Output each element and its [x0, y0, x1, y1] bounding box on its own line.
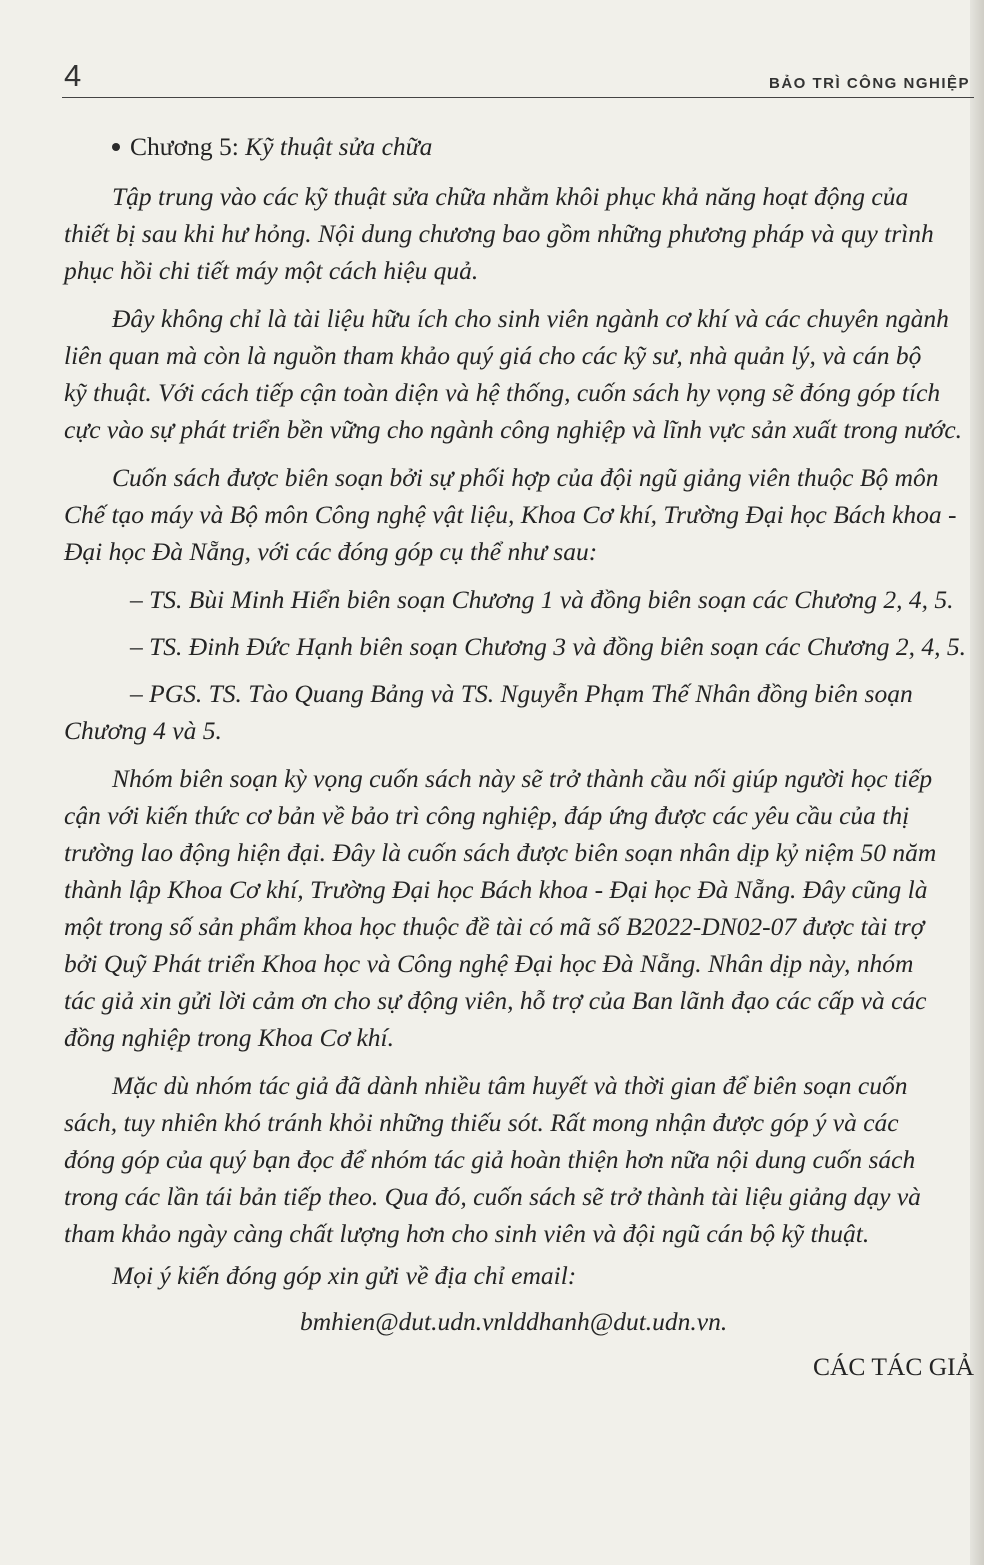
- page-edge-shadow: [970, 0, 984, 1565]
- paragraph-line: đóng góp của quý bạn đọc để nhóm tác giả hoàn thiện hơn nữa nội dung cuốn sách: [64, 1145, 916, 1174]
- paragraph-line: Chế tạo máy và Bộ môn Công nghệ vật liệu, Khoa Cơ khí, Trường Đại học Bách khoa -: [64, 500, 957, 529]
- running-title: BẢO TRÌ CÔNG NGHIỆP: [768, 75, 970, 92]
- paragraph-line: Mặc dù nhóm tác giả đã dành nhiều tâm huyết và thời gian để biên soạn cuốn: [112, 1071, 908, 1100]
- paragraph-line: trong các lần tái bản tiếp theo. Qua đó, cuốn sách sẽ trở thành tài liệu giảng dạy và: [64, 1182, 921, 1211]
- paragraph-line: cận với kiến thức cơ bản về bảo trì công nghiệp, đáp ứng được các yêu cầu của thị: [64, 801, 910, 830]
- paragraph-line: Cuốn sách được biên soạn bởi sự phối hợp của đội ngũ giảng viên thuộc Bộ môn: [112, 463, 939, 492]
- bullet-icon: [112, 143, 120, 151]
- paragraph-line: Đại học Đà Nẵng, với các đóng góp cụ thể như sau:: [64, 537, 598, 566]
- author-item: – TS. Bùi Minh Hiển biên soạn Chương 1 và đồng biên soạn các Chương 2, 4, 5.: [130, 585, 954, 614]
- email-prompt: Mọi ý kiến đóng góp xin gửi về địa chỉ email:: [112, 1261, 577, 1290]
- paragraph-line: trường lao động hiện đại. Đây là cuốn sách được biên soạn nhân dịp kỷ niệm 50 năm: [64, 838, 937, 867]
- paragraph-line: cực vào sự phát triển bền vững cho ngành công nghiệp và lĩnh vực sản xuất trong nước.: [64, 415, 963, 444]
- paragraph-line: tham khảo ngày càng chất lượng hơn cho sinh viên và đội ngũ cán bộ kỹ thuật.: [64, 1219, 870, 1248]
- author-item: Chương 4 và 5.: [64, 716, 222, 745]
- paragraph-line: tác giả xin gửi lời cảm ơn cho sự động viên, hỗ trợ của Ban lãnh đạo các cấp và các: [64, 986, 927, 1015]
- paragraph-line: thiết bị sau khi hư hỏng. Nội dung chương bao gồm những phương pháp và quy trình: [64, 219, 934, 248]
- paragraph-line: Tập trung vào các kỹ thuật sửa chữa nhằm khôi phục khả năng hoạt động của: [112, 182, 909, 211]
- paragraph-line: đồng nghiệp trong Khoa Cơ khí.: [64, 1023, 394, 1052]
- chapter-label: Chương 5:: [130, 132, 239, 161]
- paragraph-line: phục hồi chi tiết máy một cách hiệu quả.: [64, 256, 479, 285]
- paragraph-line: kỹ thuật. Với cách tiếp cận toàn diện và hệ thống, cuốn sách hy vọng sẽ đóng góp tích: [64, 378, 941, 407]
- header-rule: [62, 97, 974, 98]
- page-number: 4: [64, 58, 82, 93]
- chapter-heading: [112, 132, 432, 162]
- author-item: – TS. Đinh Đức Hạnh biên soạn Chương 3 và đồng biên soạn các Chương 2, 4, 5.: [130, 632, 967, 661]
- paragraph-line: một trong số sản phẩm khoa học thuộc đề tài có mã số B2022-DN02-07 được tài trợ: [64, 912, 925, 941]
- signature: CÁC TÁC GIẢ: [813, 1352, 975, 1381]
- paragraph-line: Đây không chỉ là tài liệu hữu ích cho sinh viên ngành cơ khí và các chuyên ngành: [112, 304, 949, 333]
- paragraph-line: bởi Quỹ Phát triển Khoa học và Công nghệ Đại học Đà Nẵng. Nhân dịp này, nhóm: [64, 949, 914, 978]
- author-item: – PGS. TS. Tào Quang Bảng và TS. Nguyễn Phạm Thế Nhân đồng biên soạn: [130, 679, 913, 708]
- email-address: bmhien@dut.udn.vnlddhanh@dut.udn.vn.: [300, 1307, 728, 1336]
- paragraph-line: Nhóm biên soạn kỳ vọng cuốn sách này sẽ trở thành cầu nối giúp người học tiếp: [112, 764, 933, 793]
- paragraph-line: thành lập Khoa Cơ khí, Trường Đại học Bách khoa - Đại học Đà Nẵng. Đây cũng là: [64, 875, 928, 904]
- paragraph-line: sách, tuy nhiên khó tránh khỏi những thiếu sót. Rất mong nhận được góp ý và các: [64, 1108, 899, 1137]
- chapter-title: Kỹ thuật sửa chữa: [245, 132, 433, 161]
- paragraph-line: liên quan mà còn là nguồn tham khảo quý giá cho các kỹ sư, nhà quản lý, và cán bộ: [64, 341, 922, 370]
